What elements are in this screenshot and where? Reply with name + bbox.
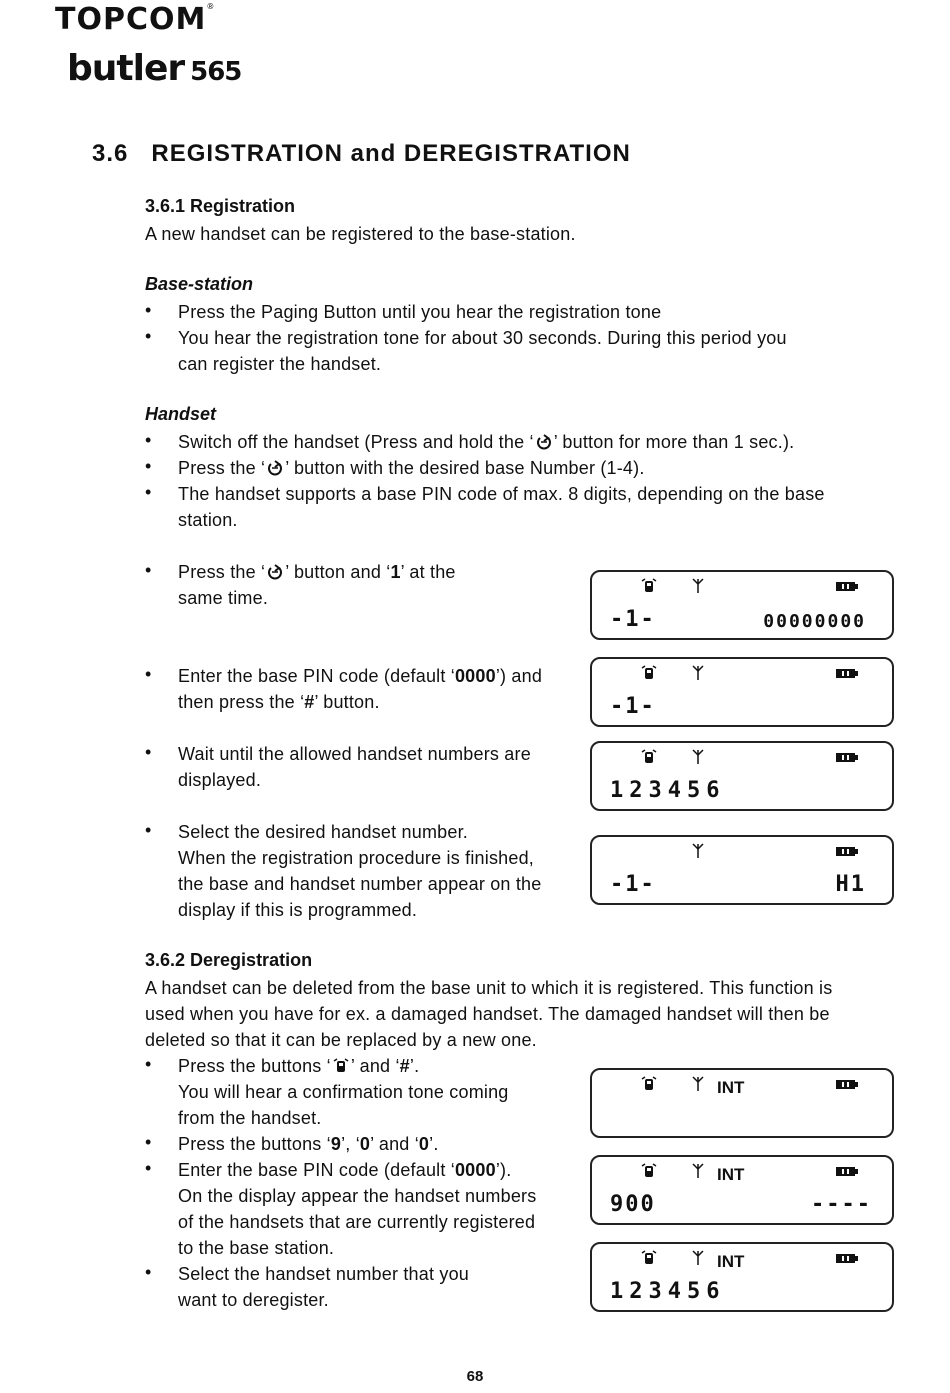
lcd-display-2 (590, 657, 894, 727)
battery-icon (836, 1080, 858, 1089)
lcd-left-text: -1- (610, 694, 656, 719)
battery-icon (836, 582, 858, 591)
ok-button-icon (534, 434, 554, 450)
handset-icon (640, 665, 658, 681)
bullet: • (145, 820, 152, 840)
antenna-icon (692, 749, 704, 765)
base-step-1: Press the Paging Button until you hear the registration tone (178, 302, 662, 322)
battery-icon (836, 669, 858, 678)
dereg-step-4: Select the handset number that you want to deregister. (178, 1264, 469, 1310)
lcd-display-6 (590, 1155, 894, 1225)
lcd-right-text: H1 (835, 872, 866, 897)
bullet: • (145, 1054, 152, 1074)
handset-step-1: Switch off the handset (Press and hold the ‘ ’ button for more than 1 sec.). (178, 432, 795, 452)
pin-step-4: Select the desired handset number. When the registration procedure is finished, the base and handset number appear on the display if this is programmed. (178, 822, 542, 920)
antenna-icon (692, 843, 704, 859)
lcd-int-label: INT (717, 1165, 745, 1184)
handset-step-2: Press the ‘ ’ button with the desired base Number (1-4). (178, 458, 645, 478)
pin-step-3: Wait until the allowed handset numbers are displayed. (178, 744, 531, 790)
ok-button-icon (265, 460, 285, 476)
lcd-display-7 (590, 1242, 894, 1312)
handset-icon (640, 1076, 658, 1092)
bullet: • (145, 1262, 152, 1282)
handset-icon (640, 1163, 658, 1179)
handset-heading: Handset (145, 404, 217, 424)
lcd-left-text: 123456 (610, 1279, 726, 1304)
section-title: 3.6 REGISTRATION and DEREGISTRATION (92, 140, 631, 167)
deregistration-intro: A handset can be deleted from the base unit to which it is registered. This function is used when you have for ex. a damaged handset. The damaged handset will then be deleted so that it can be replaced by a new one. (145, 978, 833, 1050)
antenna-icon (692, 1250, 704, 1266)
battery-icon (836, 1167, 858, 1176)
lcd-display-3 (590, 741, 894, 811)
lcd-display-4 (590, 835, 894, 905)
ok-button-icon (265, 564, 285, 580)
bullet: • (145, 326, 152, 346)
handset-icon (640, 1250, 658, 1266)
antenna-icon (692, 665, 704, 681)
battery-icon (836, 1254, 858, 1263)
pin-step-2: Enter the base PIN code (default ‘0000’) and then press the ‘#’ button. (178, 666, 543, 712)
model-logo: butler 565 (67, 48, 242, 89)
bullet: • (145, 560, 152, 580)
bullet: • (145, 482, 152, 502)
bullet: • (145, 430, 152, 450)
dereg-step-1: Press the buttons ‘ ’ and ‘#’. You will hear a confirmation tone coming from the handset. (178, 1056, 509, 1128)
battery-icon (836, 753, 858, 762)
lcd-int-label: INT (717, 1252, 745, 1271)
bullet: • (145, 1158, 152, 1178)
lcd-right-text: 00000000 (763, 611, 866, 632)
antenna-icon (692, 578, 704, 594)
pin-step-1: Press the ‘ ’ button and ‘1’ at the same time. (178, 562, 456, 608)
lcd-left-text: 123456 (610, 778, 726, 803)
base-station-heading: Base-station (145, 274, 254, 294)
lcd-display-5 (590, 1068, 894, 1138)
registration-heading: 3.6.1 Registration (145, 196, 296, 216)
page-number: 68 (466, 1368, 484, 1385)
dereg-step-2: Press the buttons ‘9’, ‘0’ and ‘0’. (178, 1134, 439, 1154)
lcd-int-label: INT (717, 1078, 745, 1097)
base-step-2: You hear the registration tone for about 30 seconds. During this period you can register the handset. (178, 328, 787, 374)
brand-logo: TOPCOM® (55, 2, 216, 37)
handset-icon (640, 578, 658, 594)
battery-icon (836, 847, 858, 856)
antenna-icon (692, 1076, 704, 1092)
deregistration-heading: 3.6.2 Deregistration (145, 950, 313, 970)
dereg-step-3: Enter the base PIN code (default ‘0000’). On the display appear the handset numbers of the handsets that are currently registered to the base station. (178, 1160, 537, 1258)
lcd-display-1 (590, 570, 894, 640)
lcd-right-text: ---- (811, 1192, 872, 1217)
lcd-left-text: -1- (610, 872, 656, 897)
bullet: • (145, 1132, 152, 1152)
intercom-button-icon (331, 1058, 351, 1074)
lcd-left-text: 900 (610, 1192, 656, 1217)
handset-step-3: The handset supports a base PIN code of max. 8 digits, depending on the base station. (178, 484, 825, 530)
bullet: • (145, 664, 152, 684)
bullet: • (145, 300, 152, 320)
bullet: • (145, 742, 152, 762)
bullet: • (145, 456, 152, 476)
lcd-left-text: -1- (610, 607, 656, 632)
registration-intro: A new handset can be registered to the base-station. (145, 224, 576, 244)
handset-icon (640, 749, 658, 765)
antenna-icon (692, 1163, 704, 1179)
